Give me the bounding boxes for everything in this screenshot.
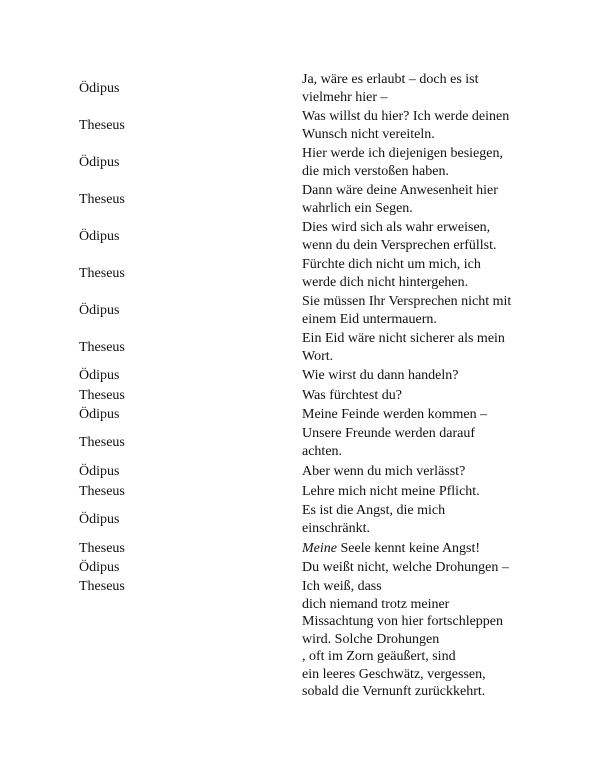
line-text: Aber wenn du mich verlässt? <box>302 464 466 479</box>
line-text: wahrlich ein Segen. <box>302 200 413 216</box>
line-text: Wunsch nicht vereiteln. <box>302 126 435 142</box>
speaker-name: Ödipus <box>79 155 120 170</box>
line-text-rest: Seele kennt keine Angst! <box>336 541 481 556</box>
line-text: Dies wird sich als wahr erweisen, <box>302 220 491 235</box>
speaker-name: Ödipus <box>79 464 120 479</box>
line-text: werde dich nicht hintergehen. <box>302 274 469 290</box>
line-text: Hier werde ich diejenigen besiegen, <box>302 146 503 161</box>
speaker-name: Theseus <box>79 484 125 499</box>
line-text: einem Eid untermauern. <box>302 311 437 327</box>
line-text: sobald die Vernunft zurückkehrt. <box>302 684 486 699</box>
line-text: die mich verstoßen haben. <box>302 163 449 179</box>
dialogue-line <box>302 463 542 481</box>
speaker-name: Theseus <box>79 340 125 355</box>
speaker-name: Theseus <box>79 435 125 450</box>
speaker-name: Ödipus <box>79 81 120 96</box>
line-text: Was fürchtest du? <box>302 388 402 403</box>
line-text: vielmehr hier – <box>302 89 388 105</box>
dialogue-line <box>302 540 542 558</box>
speaker-name: Theseus <box>79 118 125 133</box>
dialogue-line <box>302 406 542 424</box>
dialogue-line <box>302 387 542 405</box>
line-text: Wie wirst du dann handeln? <box>302 368 459 383</box>
line-text: ein leeres Geschwätz, vergessen, <box>302 666 486 682</box>
line-text: dich niemand trotz meiner <box>302 596 450 612</box>
speaker-name: Theseus <box>79 266 125 281</box>
line-text: wenn du dein Versprechen erfüllst. <box>302 237 497 253</box>
speaker-name: Ödipus <box>79 512 120 527</box>
speaker-name: Ödipus <box>79 407 120 422</box>
line-text: Ja, wäre es erlaubt – doch es ist <box>302 72 479 87</box>
dialogue-line <box>302 559 542 577</box>
dialogue-line <box>302 578 542 701</box>
speaker-name: Theseus <box>79 541 125 556</box>
speaker-name: Ödipus <box>79 229 120 244</box>
dialogue-line <box>302 293 542 328</box>
line-text: Wort. <box>302 348 334 364</box>
line-text: wird. Solche Drohungen <box>302 631 440 647</box>
dialogue-line <box>302 182 542 217</box>
line-text: Sie müssen Ihr Versprechen nicht mit <box>302 294 512 309</box>
line-text: Meine Feinde werden kommen – <box>302 407 488 422</box>
line-text: Fürchte dich nicht um mich, ich <box>302 257 481 272</box>
line-text: einschränkt. <box>302 520 371 536</box>
line-text: Was willst du hier? Ich werde deinen <box>302 109 510 124</box>
line-text: Ich weiß, dass <box>302 579 382 594</box>
dialogue-line <box>302 71 542 106</box>
emphasis-text: Meine <box>302 541 337 556</box>
dialogue-line <box>302 108 542 143</box>
dialogue-line <box>302 425 542 460</box>
speaker-name: Ödipus <box>79 560 120 575</box>
dialogue-line <box>302 483 542 501</box>
line-text: Lehre mich nicht meine Pflicht. <box>302 484 480 499</box>
line-text <box>302 540 542 558</box>
line-text: Du weißt nicht, welche Drohungen – <box>302 560 509 575</box>
line-text: Ein Eid wäre nicht sicherer als mein <box>302 331 505 346</box>
line-text: achten. <box>302 443 343 459</box>
speaker-name: Theseus <box>79 579 125 594</box>
line-text: Missachtung von hier fortschleppen <box>302 614 504 629</box>
dialogue-line <box>302 367 542 385</box>
dialogue-line <box>302 219 542 254</box>
line-text: Es ist die Angst, die mich <box>302 503 446 518</box>
line-text: Unsere Freunde werden darauf <box>302 426 475 441</box>
speaker-name: Ödipus <box>79 303 120 318</box>
line-text: , oft im Zorn geäußert, sind <box>302 649 456 664</box>
dialogue-line <box>302 330 542 365</box>
speaker-name: Theseus <box>79 192 125 207</box>
dialogue-line <box>302 502 542 537</box>
dialogue-line <box>302 256 542 291</box>
speaker-name: Theseus <box>79 388 125 403</box>
line-text: Dann wäre deine Anwesenheit hier <box>302 183 498 198</box>
speaker-name: Ödipus <box>79 368 120 383</box>
dialogue-line <box>302 145 542 180</box>
